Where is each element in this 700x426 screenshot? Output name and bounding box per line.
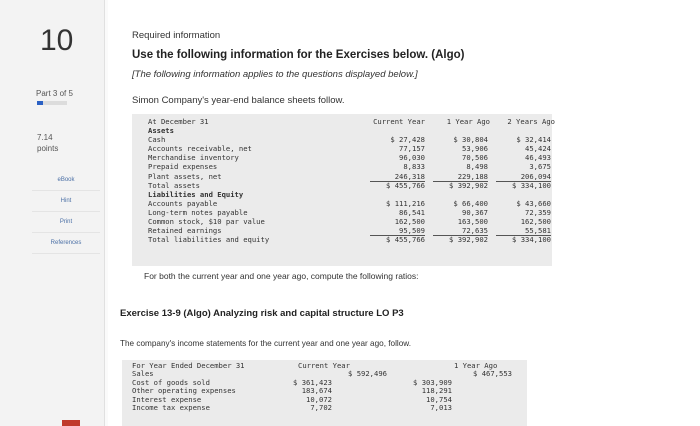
references-button[interactable]: References: [32, 233, 100, 254]
balance-sheet-row: [148, 144, 563, 153]
row-value: 10,072: [306, 394, 332, 404]
row-label: Plant assets, net: [148, 171, 222, 181]
balance-sheet-header-row: [148, 117, 563, 126]
row-value: 246,318: [370, 172, 425, 182]
row-value: 162,500: [394, 217, 425, 227]
balance-sheet-row: [148, 126, 563, 135]
income-statement-header-row: [132, 362, 527, 370]
income-statement-header-label: For Year Ended December 31: [132, 361, 245, 370]
row-value: 183,674: [301, 386, 332, 396]
row-value: 163,500: [457, 217, 488, 227]
balance-sheet-row: [148, 226, 563, 235]
row-value: $ 43,660: [516, 198, 551, 208]
row-value: $ 592,496: [348, 369, 387, 379]
row-value: 7,702: [310, 402, 332, 412]
row-value: 206,094: [496, 172, 551, 182]
row-label: Long-term notes payable: [148, 207, 248, 217]
row-label: Income tax expense: [132, 402, 210, 412]
row-value: $ 392,902: [449, 180, 488, 190]
balance-sheet-row: [148, 190, 563, 199]
balance-sheet-row: [148, 199, 563, 208]
row-label: Liabilities and Equity: [148, 189, 244, 199]
row-value: $ 392,902: [449, 235, 488, 245]
instructions-heading: Use the following information for the Exercises below. (Algo): [132, 49, 465, 61]
income-statement-row: [132, 404, 527, 412]
is-col-header-current: Current Year: [298, 361, 350, 370]
points: [37, 132, 58, 154]
points-value: 7.14: [37, 133, 53, 142]
balance-sheet-row: [148, 208, 563, 217]
row-value: $ 32,414: [516, 135, 551, 145]
question-number: 10: [40, 24, 74, 57]
row-value: 10,754: [426, 394, 452, 404]
company-intro: Simon Company's year-end balance sheets follow.: [132, 95, 345, 106]
question-content: [108, 0, 700, 426]
income-statement-table: [132, 362, 527, 412]
row-value: 86,541: [399, 207, 425, 217]
row-label: Total liabilities and equity: [148, 235, 270, 245]
compute-instruction: For both the current year and one year ago, compute the following ratios:: [144, 271, 419, 281]
row-value: 3,675: [529, 162, 551, 172]
balance-sheet-row: [148, 235, 563, 244]
row-value: 7,013: [430, 402, 452, 412]
row-value: $ 334,100: [512, 180, 551, 190]
row-label: Other operating expenses: [132, 386, 236, 396]
row-value: 90,367: [462, 207, 488, 217]
row-value: $ 66,400: [453, 198, 488, 208]
row-label: Assets: [148, 126, 174, 136]
row-label: Interest expense: [132, 394, 202, 404]
part-indicator: Part 3 of 5: [36, 89, 73, 98]
row-value: 8,498: [466, 162, 488, 172]
balance-sheet-header-label: At December 31: [148, 117, 209, 126]
row-value: 77,157: [399, 144, 425, 154]
row-value: $ 111,216: [386, 198, 425, 208]
balance-sheet-table: [148, 117, 563, 244]
row-value: 162,500: [520, 217, 551, 227]
row-label: Common stock, $10 par value: [148, 217, 265, 227]
ebook-button[interactable]: eBook: [32, 170, 100, 191]
part-progress-fill: [37, 101, 43, 105]
part-progress-bar: [37, 101, 67, 105]
row-value: 229,188: [433, 172, 488, 182]
row-value: 53,906: [462, 144, 488, 154]
row-value: 72,359: [525, 207, 551, 217]
applies-note: [The following information applies to the questions displayed below.]: [132, 69, 418, 80]
print-button[interactable]: Print: [32, 212, 100, 233]
balance-sheet-row: [148, 172, 563, 181]
row-value: 45,424: [525, 144, 551, 154]
income-statement-intro: The company's income statements for the current year and one year ago, follow.: [120, 339, 412, 348]
question-sidebar: [0, 0, 105, 426]
is-col-header-1yr: 1 Year Ago: [454, 361, 498, 370]
row-label: Accounts payable: [148, 198, 218, 208]
row-value: 118,291: [421, 386, 452, 396]
row-value: 72,635: [433, 226, 488, 236]
row-value: 70,506: [462, 153, 488, 163]
balance-sheet-row: [148, 217, 563, 226]
row-value: $ 361,423: [293, 377, 332, 387]
row-label: Total assets: [148, 180, 200, 190]
row-value: $ 27,428: [390, 135, 425, 145]
balance-sheet-row: [148, 181, 563, 190]
col-header-2yr: 2 Years Ago: [507, 117, 555, 126]
row-value: 46,493: [525, 153, 551, 163]
bottom-tab[interactable]: [62, 420, 80, 426]
row-value: 95,509: [370, 226, 425, 236]
row-label: Cash: [148, 135, 166, 145]
required-info-heading: Required information: [132, 30, 221, 41]
row-value: $ 303,909: [413, 377, 452, 387]
row-value: $ 30,804: [453, 135, 488, 145]
row-label: Sales: [132, 369, 154, 379]
col-header-current: Current Year: [373, 117, 425, 126]
row-value: 8,833: [403, 162, 425, 172]
balance-sheet-row: [148, 135, 563, 144]
row-label: Accounts receivable, net: [148, 144, 252, 154]
row-label: Retained earnings: [148, 226, 222, 236]
balance-sheet-row: [148, 153, 563, 162]
col-header-1yr: 1 Year Ago: [446, 117, 490, 126]
points-label: points: [37, 144, 59, 153]
row-value: $ 334,100: [512, 235, 551, 245]
row-value: 96,030: [399, 153, 425, 163]
row-label: Cost of goods sold: [132, 377, 210, 387]
row-label: Merchandise inventory: [148, 153, 239, 163]
hint-button[interactable]: Hint: [32, 191, 100, 212]
row-label: Prepaid expenses: [148, 162, 218, 172]
exercise-title: Exercise 13-9 (Algo) Analyzing risk and capital structure LO P3: [120, 308, 404, 319]
row-value: $ 467,553: [473, 369, 512, 379]
balance-sheet-row: [148, 162, 563, 171]
row-value: $ 455,766: [386, 235, 425, 245]
row-value: $ 455,766: [386, 180, 425, 190]
row-value: 55,581: [496, 226, 551, 236]
